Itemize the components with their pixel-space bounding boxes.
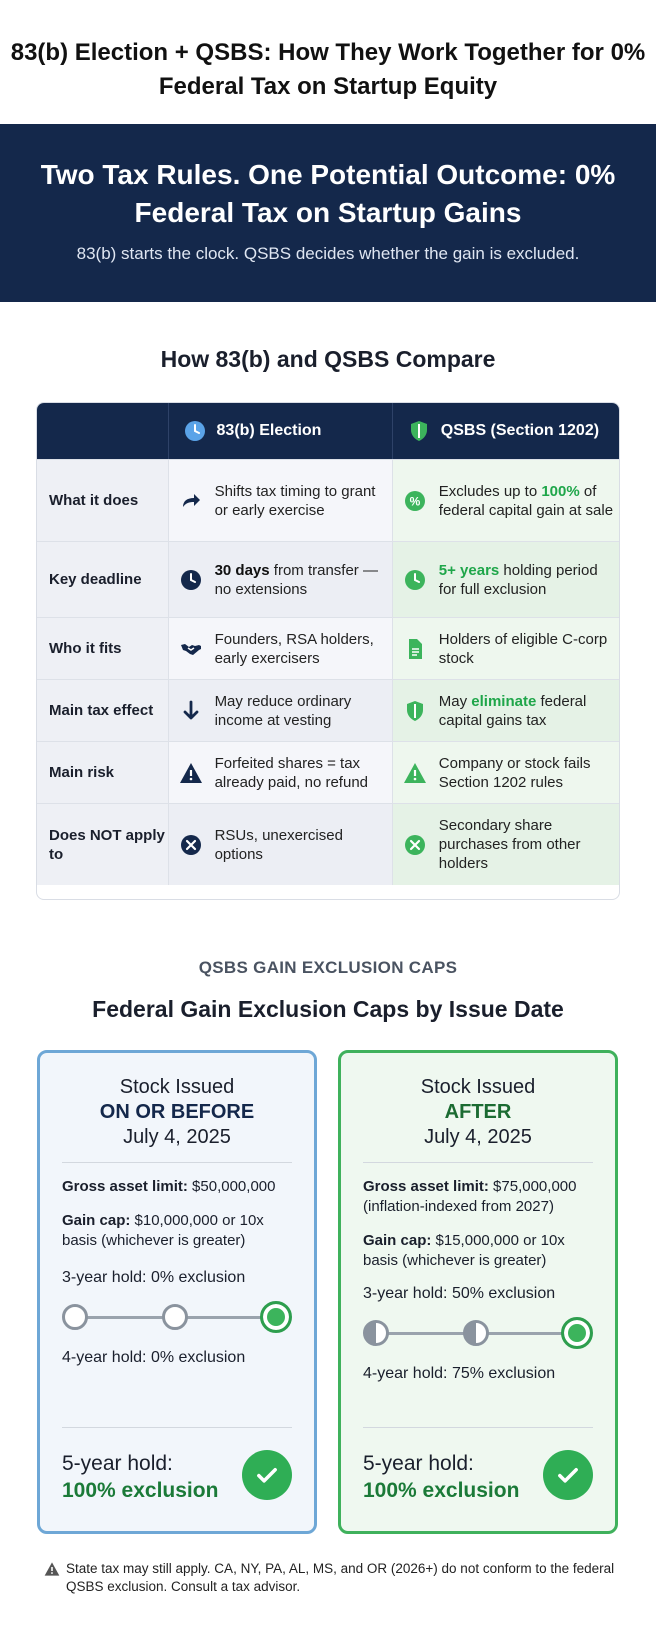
cell-qsbs: May eliminate federal capital gains tax [393,680,619,741]
card-after-july-2025 [338,1050,618,1534]
hold-4-year: 4-year hold: 75% exclusion [363,1365,556,1382]
cell-83b: May reduce ordinary income at vesting [169,680,393,741]
row-label: Key deadline [37,542,169,617]
table-header [37,403,619,459]
caps-kicker: QSBS GAIN EXCLUSION CAPS [198,958,458,977]
x-circle-icon [403,833,427,857]
handshake-icon [179,637,203,661]
table-row [37,679,619,741]
row-label: What it does [37,460,169,541]
warning-icon [44,1561,60,1582]
card-heading: Stock Issued AFTER July 4, 2025 [420,1076,536,1148]
row-label: Main risk [37,742,169,803]
row-label: Does NOT apply to [37,804,169,885]
check-circle-icon [242,1450,292,1500]
clock-icon [179,568,203,592]
hold-4-year: 4-year hold: 0% exclusion [62,1349,246,1366]
divider [62,1162,292,1163]
hold-3-year: 3-year hold: 50% exclusion [363,1285,556,1302]
caps-title: Federal Gain Exclusion Caps by Issue Date [92,996,564,1022]
header-qsbs-label: QSBS (Section 1202) [440,422,600,439]
header-empty-cell [37,403,169,459]
cell-83b: 30 days from transfer — no extensions [169,542,393,617]
cell-qsbs: 5+ years holding period for full exclusion [393,542,619,617]
header-83b [169,403,393,459]
hero-subtitle: 83(b) starts the clock. QSBS decides whether the gain is excluded. [76,244,580,263]
table-row [37,741,619,803]
cell-83b: RSUs, unexercised options [169,804,393,885]
final-hold: 5-year hold: 100% exclusion [62,1427,292,1504]
gross-asset-limit: Gross asset limit: $50,000,000 [62,1178,276,1195]
shield-icon [407,419,431,443]
row-label: Who it fits [37,618,169,679]
table-row [37,459,619,541]
x-circle-icon [179,833,203,857]
card-heading: Stock Issued ON OR BEFORE July 4, 2025 [99,1076,255,1148]
document-icon [403,637,427,661]
row-label: Main tax effect [37,680,169,741]
holding-timeline [62,1299,292,1335]
cell-83b: Shifts tax timing to grant or early exercise [169,460,393,541]
warning-icon [403,761,427,785]
cell-qsbs: % Excludes up to 100% of federal capital gain at sale [393,460,619,541]
arrow-down-icon [179,699,203,723]
final-hold: 5-year hold: 100% exclusion [363,1427,593,1504]
footnote [44,1560,624,1596]
percent-badge-icon [403,489,427,513]
table-row [37,541,619,617]
cell-83b: Forfeited shares = tax already paid, no refund [169,742,393,803]
cell-qsbs: Holders of eligible C-corp stock [393,618,619,679]
hero-title: Two Tax Rules. One Potential Outcome: 0% Federal Tax on Startup Gains [40,159,616,228]
divider [363,1162,593,1163]
shield-icon [403,699,427,723]
header-qsbs [393,403,619,459]
timeline-dot-3yr [363,1320,389,1346]
clock-icon [183,419,207,443]
compare-title: How 83(b) and QSBS Compare [160,346,496,372]
timeline-dot-4yr [463,1320,489,1346]
svg-text:%: % [409,494,421,508]
card-before-july-2025 [37,1050,317,1534]
timeline-dot-3yr [62,1304,88,1330]
gain-cap: Gain cap: $15,000,000 or 10x basis (whichever is greater) [363,1232,565,1269]
page-title: 83(b) Election + QSBS: How They Work Together for 0% Federal Tax on Startup Equity [10,39,646,100]
gross-asset-limit: Gross asset limit: $75,000,000 (inflation-indexed from 2027) [363,1178,577,1215]
arrow-forward-icon [179,489,203,513]
holding-timeline [363,1315,593,1351]
footnote-text: State tax may still apply. CA, NY, PA, AL, MS, and OR (2026+) do not conform to the federal QSBS exclusion. Consult a tax advisor. [66,1561,615,1594]
header-83b-label: 83(b) Election [216,422,322,439]
cell-qsbs: Company or stock fails Section 1202 rules [393,742,619,803]
timeline-dot-5yr [561,1317,593,1349]
timeline-dot-4yr [162,1304,188,1330]
warning-icon [179,761,203,785]
check-circle-icon [543,1450,593,1500]
hero-banner [0,124,656,302]
timeline-dot-5yr [260,1301,292,1333]
clock-icon [403,568,427,592]
comparison-table [36,402,620,900]
cell-qsbs: Secondary share purchases from other holders [393,804,619,885]
hold-3-year: 3-year hold: 0% exclusion [62,1269,246,1286]
table-row [37,803,619,885]
cell-83b: Founders, RSA holders, early exercisers [169,618,393,679]
gain-cap: Gain cap: $10,000,000 or 10x basis (whichever is greater) [62,1212,264,1249]
table-row [37,617,619,679]
